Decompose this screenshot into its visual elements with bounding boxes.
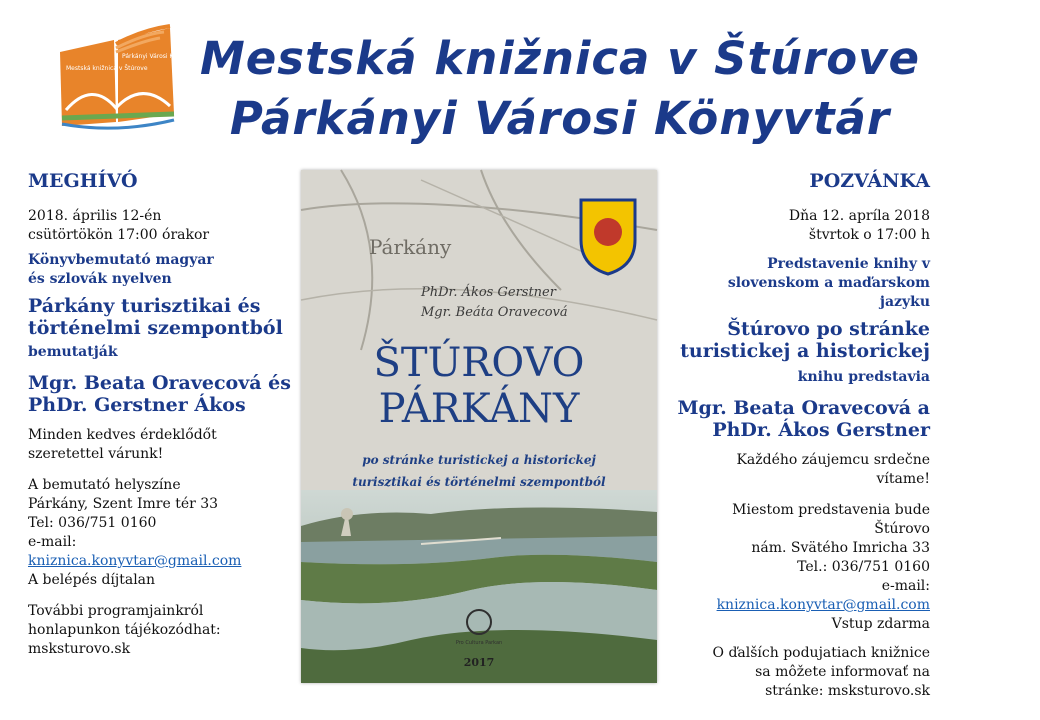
logo-text-left: Mestská knižnica v Štúrove <box>66 65 148 72</box>
authors-line1: Mgr. Beata Oravecová és <box>28 372 291 394</box>
more-line1: O ďalších podujatiach knižnice <box>712 645 930 661</box>
event-line1: Predstavenie knihy v <box>767 256 930 272</box>
book-subtitle1: po stránke turistickej a historickej <box>362 453 596 467</box>
venue-line2: Štúrovo <box>874 521 930 537</box>
title-hungarian: Párkányi Városi Könyvtár <box>229 92 891 145</box>
welcome-line1: Každého záujemcu srdečne <box>736 452 930 468</box>
time: csütörtökön 17:00 órakor <box>28 227 210 243</box>
address: nám. Svätého Imricha 33 <box>751 540 930 556</box>
book-cover <box>301 170 657 683</box>
book-title2: PÁRKÁNY <box>378 386 580 432</box>
date: 2018. április 12-én <box>28 208 162 224</box>
book-author2: Mgr. Beáta Oravecová <box>421 305 568 320</box>
website: msksturovo.sk <box>28 641 131 657</box>
book-line1: Štúrovo po stránke <box>727 318 930 340</box>
telephone: Tel.: 036/751 0160 <box>797 559 930 575</box>
authors-line1: Mgr. Beata Oravecová a <box>677 397 930 419</box>
presented-label: bemutatják <box>28 344 118 360</box>
welcome-line2: vítame! <box>876 471 930 487</box>
entry-info: A belépés díjtalan <box>28 572 156 588</box>
book-year: 2017 <box>463 656 495 669</box>
email-link[interactable]: kniznica.konyvtar@gmail.com <box>716 597 930 613</box>
heading-pozvanka: POZVÁNKA <box>809 170 930 192</box>
invitation-hungarian <box>28 172 296 659</box>
authors-line2: PhDr. Ákos Gerstner <box>712 419 930 441</box>
presented-label: knihu predstavia <box>797 369 930 385</box>
authors-line2: PhDr. Gerstner Ákos <box>28 394 246 416</box>
book-line1: Párkány turisztikai és <box>28 295 261 317</box>
email-label: e-mail: <box>881 578 930 594</box>
book-line2: történelmi szempontból <box>28 317 283 339</box>
title-slovak: Mestská knižnica v Štúrove <box>199 32 920 85</box>
more-line3: stránke: msksturovo.sk <box>765 683 930 699</box>
email-link[interactable]: kniznica.konyvtar@gmail.com <box>28 553 242 569</box>
book-subtitle2: turisztikai és történelmi szempontból <box>352 475 606 489</box>
venue-line1: Miestom predstavenia bude <box>732 502 930 518</box>
book-author1: PhDr. Ákos Gerstner <box>421 285 556 300</box>
book-line2: turistickej a historickej <box>680 340 930 362</box>
heading-meghivo: MEGHÍVÓ <box>28 170 138 192</box>
event-line2: slovenskom a maďarskom <box>727 275 930 291</box>
book-publisher: Pro Cultura Parkan <box>455 640 503 646</box>
map-label: Párkány <box>369 235 452 259</box>
event-line3: jazyku <box>879 294 930 310</box>
logo-text-right: Párkányi Városi Könyvtár <box>122 53 197 60</box>
more-line2: sa môžete informovať na <box>755 664 930 680</box>
address: Párkány, Szent Imre tér 33 <box>28 496 219 512</box>
venue-label: A bemutató helyszíne <box>28 477 181 493</box>
entry-info: Vstup zdarma <box>831 616 930 632</box>
email-label: e-mail: <box>28 534 77 550</box>
time: štvrtok o 17:00 h <box>808 227 930 243</box>
more-line2: honlapunkon tájékozódhat: <box>28 622 221 638</box>
more-line1: További programjainkról <box>28 603 204 619</box>
date: Dňa 12. apríla 2018 <box>788 208 930 224</box>
telephone: Tel: 036/751 0160 <box>28 515 157 531</box>
book-title1: ŠTÚROVO <box>373 340 585 386</box>
invitation-slovak <box>665 172 930 701</box>
welcome-line2: szeretettel várunk! <box>28 446 164 462</box>
event-line2: és szlovák nyelven <box>28 271 172 287</box>
welcome-line1: Minden kedves érdeklődőt <box>28 427 217 443</box>
event-line1: Könyvbemutató magyar <box>28 252 214 268</box>
